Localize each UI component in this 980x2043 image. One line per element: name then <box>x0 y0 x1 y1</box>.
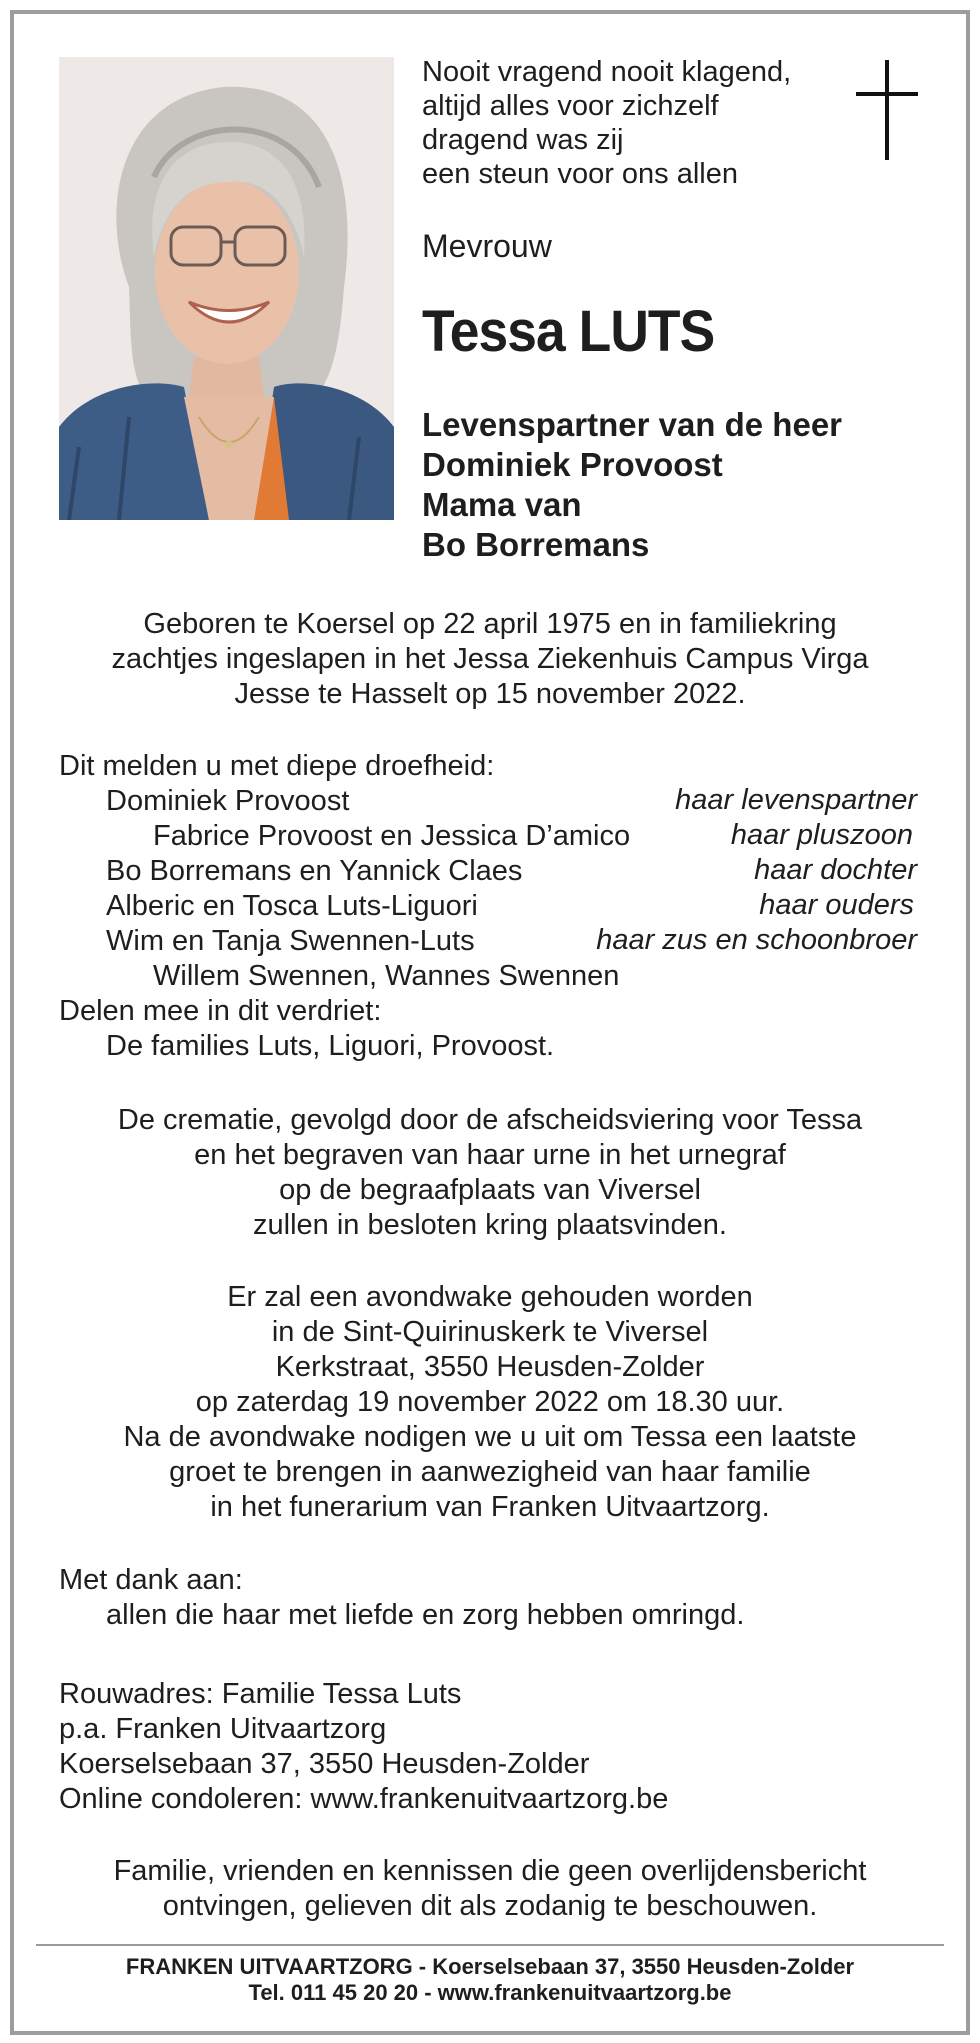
mourner-name: Wim en Tanja Swennen-Luts <box>106 925 475 957</box>
address-line: Koerselsebaan 37, 3550 Heusden-Zolder <box>59 1748 590 1780</box>
paragraph-line: ontvingen, gelieven dit als zodanig te beschouwen. <box>162 1890 818 1922</box>
paragraph-line: groet te brengen in aanwezigheid van haar familie <box>169 1456 811 1488</box>
paragraph-line: Jesse te Hasselt op 15 november 2022. <box>234 678 746 710</box>
paragraph-line: zullen in besloten kring plaatsvinden. <box>253 1209 727 1241</box>
paragraph-line: en het begraven van haar urne in het urnegraf <box>194 1139 786 1171</box>
paragraph-line: op de begraafplaats van Viversel <box>279 1174 701 1206</box>
paragraph-line: Er zal een avondwake gehouden worden <box>227 1281 753 1313</box>
mourner-name: Alberic en Tosca Luts-Liguori <box>106 890 478 922</box>
share-families: De families Luts, Liguori, Provoost. <box>106 1030 555 1062</box>
paragraph-line: op zaterdag 19 november 2022 om 18.30 uur. <box>195 1386 785 1418</box>
address-line: p.a. Franken Uitvaartzorg <box>59 1713 387 1745</box>
paragraph-line: in de Sint-Quirinuskerk te Viversel <box>271 1316 709 1348</box>
poem-line: altijd alles voor zichzelf <box>422 90 719 122</box>
wake-paragraph <box>50 1280 930 1525</box>
address-line: Rouwadres: Familie Tessa Luts <box>59 1678 462 1710</box>
footer-line: Tel. 011 45 20 20 - www.frankenuitvaartzorg.be <box>248 1980 732 2005</box>
relation-line: Dominiek Provoost <box>422 446 723 483</box>
mourner-name: Willem Swennen, Wannes Swennen <box>153 960 620 992</box>
footer <box>50 1954 930 2006</box>
poem-line: dragend was zij <box>422 124 624 156</box>
deceased-name: Tessa LUTS <box>422 299 715 364</box>
notice-paragraph <box>50 1854 930 1924</box>
thanks-heading: Met dank aan: <box>59 1564 243 1596</box>
paragraph-line: Geboren te Koersel op 22 april 1975 en in familiekring <box>143 608 837 640</box>
mourners-heading: Dit melden u met diepe droefheid: <box>59 750 495 782</box>
birth-death-paragraph <box>50 607 930 712</box>
relation-line: Levenspartner van de heer <box>422 406 843 443</box>
poem <box>422 55 791 191</box>
thanks-text: allen die haar met liefde en zorg hebben omringd. <box>106 1599 745 1631</box>
paragraph-line: De crematie, gevolgd door de afscheidsviering voor Tessa <box>117 1104 863 1136</box>
cremation-paragraph <box>50 1103 930 1243</box>
honorific: Mevrouw <box>422 228 552 264</box>
footer-divider <box>36 1944 944 1946</box>
mourner-role: haar zus en schoonbroer <box>596 924 917 956</box>
relation-line: Bo Borremans <box>422 526 650 563</box>
poem-line: Nooit vragend nooit klagend, <box>422 56 792 88</box>
paragraph-line: Kerkstraat, 3550 Heusden-Zolder <box>275 1351 705 1383</box>
portrait-photo <box>59 57 394 520</box>
mourner-role: haar dochter <box>754 854 917 886</box>
mourner-name: Dominiek Provoost <box>106 785 350 817</box>
relation-line: Mama van <box>422 486 582 523</box>
paragraph-line: zachtjes ingeslapen in het Jessa Ziekenhuis Campus Virga <box>111 643 869 675</box>
paragraph-line: Familie, vrienden en kennissen die geen overlijdensbericht <box>113 1855 867 1887</box>
share-heading: Delen mee in dit verdriet: <box>59 995 382 1027</box>
paragraph-line: Na de avondwake nodigen we u uit om Tessa een laatste <box>123 1421 857 1453</box>
relations <box>422 405 842 565</box>
footer-line: FRANKEN UITVAARTZORG - Koerselsebaan 37, 3550 Heusden-Zolder <box>125 1954 855 1979</box>
poem-line: een steun voor ons allen <box>422 158 738 190</box>
address-line: Online condoleren: www.frankenuitvaartzorg.be <box>59 1783 669 1815</box>
paragraph-line: in het funerarium van Franken Uitvaartzorg. <box>210 1491 770 1523</box>
mourner-role: haar pluszoon <box>730 819 913 851</box>
mourner-role: haar ouders <box>759 889 914 921</box>
cross-icon <box>856 60 918 160</box>
mourner-role: haar levenspartner <box>675 784 917 816</box>
mourner-name: Bo Borremans en Yannick Claes <box>106 855 523 887</box>
mourner-name: Fabrice Provoost en Jessica D’amico <box>153 820 631 852</box>
